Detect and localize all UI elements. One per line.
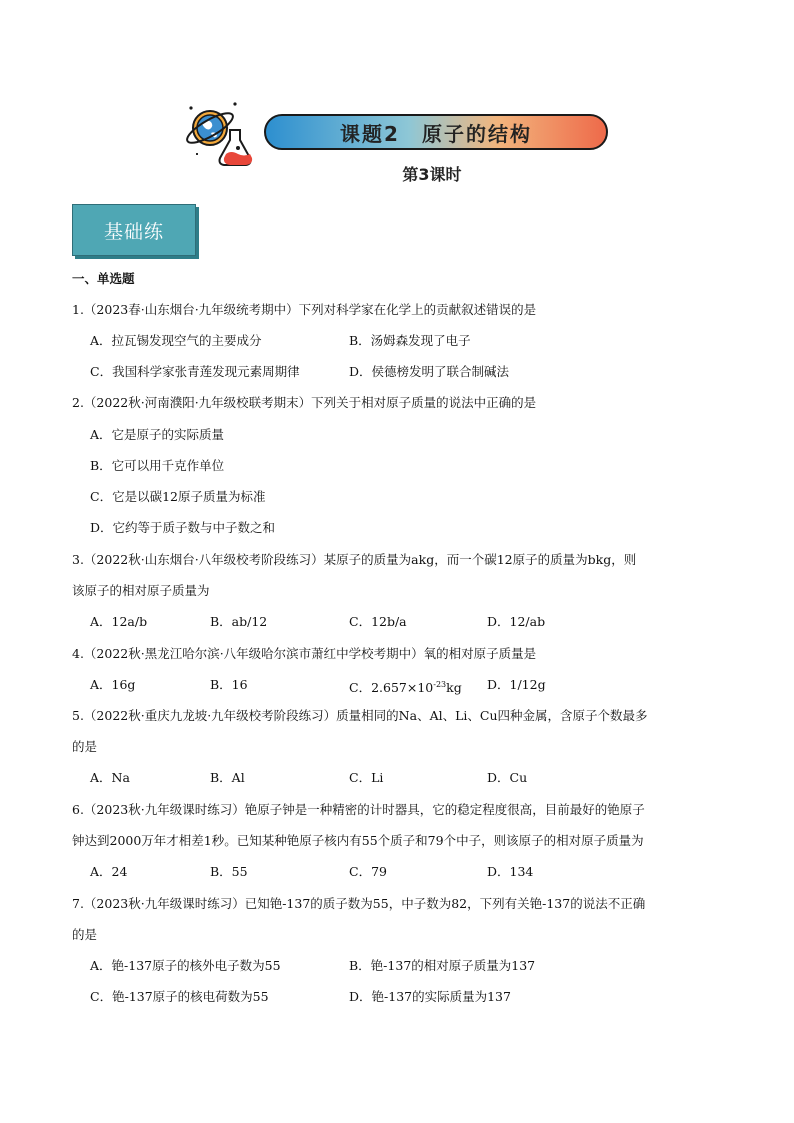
question-2-option-b: B．它可以用千克作单位 bbox=[90, 458, 225, 473]
question-3-option-c: C．12b/a bbox=[349, 614, 407, 629]
question-1-text: 1.（2023春·山东烟台·九年级统考期中）下列对科学家在化学上的贡献叙述错误的是 bbox=[72, 302, 537, 317]
question-1-option-b: B．汤姆森发现了电子 bbox=[349, 333, 471, 348]
question-3-text-line-1: 3.（2022秋·山东烟台·八年级校考阶段练习）某原子的质量为akg，而一个碳12原子的质量为bkg，则 bbox=[72, 552, 637, 567]
question-7-text-line-1: 7.（2023秋·九年级课时练习）已知铯-137的质子数为55，中子数为82，下列有关铯-137的说法不正确 bbox=[72, 896, 646, 911]
question-1-option-a: A．拉瓦锡发现空气的主要成分 bbox=[90, 333, 262, 348]
question-6-text-line-1: 6.（2023秋·九年级课时练习）铯原子钟是一种精密的计时器具，它的稳定程度很高，目前最好的铯原子 bbox=[72, 802, 645, 817]
question-5-option-c: C．Li bbox=[349, 770, 384, 785]
question-7-option-d: D．铯-137的实际质量为137 bbox=[349, 989, 511, 1004]
question-4-option-b: B．16 bbox=[210, 677, 248, 692]
question-2-option-c: C．它是以碳12原子质量为标准 bbox=[90, 489, 266, 504]
question-2-option-a: A．它是原子的实际质量 bbox=[90, 427, 225, 442]
question-3-text-line-2: 该原子的相对原子质量为 bbox=[72, 583, 210, 598]
question-5-text-line-1: 5.（2022秋·重庆九龙坡·九年级校考阶段练习）质量相同的Na、Al、Li、Cu四种金属，含原子个数最多 bbox=[72, 708, 648, 723]
question-6-option-d: D．134 bbox=[487, 864, 534, 879]
question-5-option-d: D．Cu bbox=[487, 770, 528, 785]
question-3-option-d: D．12/ab bbox=[487, 614, 546, 629]
question-6-option-b: B．55 bbox=[210, 864, 248, 879]
section-label-box bbox=[72, 204, 196, 256]
question-4-option-c-exponent: -23 bbox=[433, 680, 447, 689]
section-heading: 一、单选题 bbox=[72, 271, 135, 286]
question-4-option-c-base: C．2.657×10 bbox=[349, 680, 434, 696]
question-4-text: 4.（2022秋·黑龙江哈尔滨·八年级哈尔滨市萧红中学校考期中）氧的相对原子质量是 bbox=[72, 646, 537, 661]
question-4-option-c bbox=[349, 676, 462, 697]
question-6-text-line-2: 钟达到2000万年才相差1秒。已知某种铯原子核内有55个质子和79个中子，则该原子的相对原子质量为 bbox=[72, 833, 644, 848]
question-7-option-b: B．铯-137的相对原子质量为137 bbox=[349, 958, 536, 973]
question-7-option-a: A．铯-137原子的核外电子数为55 bbox=[90, 958, 281, 973]
question-5-option-b: B．Al bbox=[210, 770, 245, 785]
section-label: 基础练 bbox=[103, 220, 164, 243]
question-1-option-c: C．我国科学家张青莲发现元素周期律 bbox=[90, 364, 300, 379]
question-5-text-line-2: 的是 bbox=[72, 739, 98, 754]
question-4-option-a: A．16g bbox=[90, 677, 136, 692]
question-6-option-a: A．24 bbox=[90, 864, 128, 879]
question-3-option-b: B．ab/12 bbox=[210, 614, 268, 629]
question-2-option-d: D．它约等于质子数与中子数之和 bbox=[90, 520, 276, 535]
question-2-text: 2.（2022秋·河南濮阳·九年级校联考期末）下列关于相对原子质量的说法中正确的是 bbox=[72, 395, 537, 410]
question-6-option-c: C．79 bbox=[349, 864, 387, 879]
page-subtitle: 第3课时 bbox=[402, 165, 462, 184]
question-4-option-c-unit: kg bbox=[446, 680, 462, 696]
question-5-option-a: A．Na bbox=[90, 770, 130, 785]
title-banner bbox=[264, 114, 608, 150]
science-atom-flask-icon bbox=[180, 98, 260, 172]
question-4-option-d: D．1/12g bbox=[487, 677, 546, 692]
question-1-option-d: D．侯德榜发明了联合制碱法 bbox=[349, 364, 510, 379]
question-7-option-c: C．铯-137原子的核电荷数为55 bbox=[90, 989, 269, 1004]
question-3-option-a: A．12a/b bbox=[90, 614, 148, 629]
page-title: 课题2 原子的结构 bbox=[340, 121, 532, 146]
question-7-text-line-2: 的是 bbox=[72, 927, 98, 942]
